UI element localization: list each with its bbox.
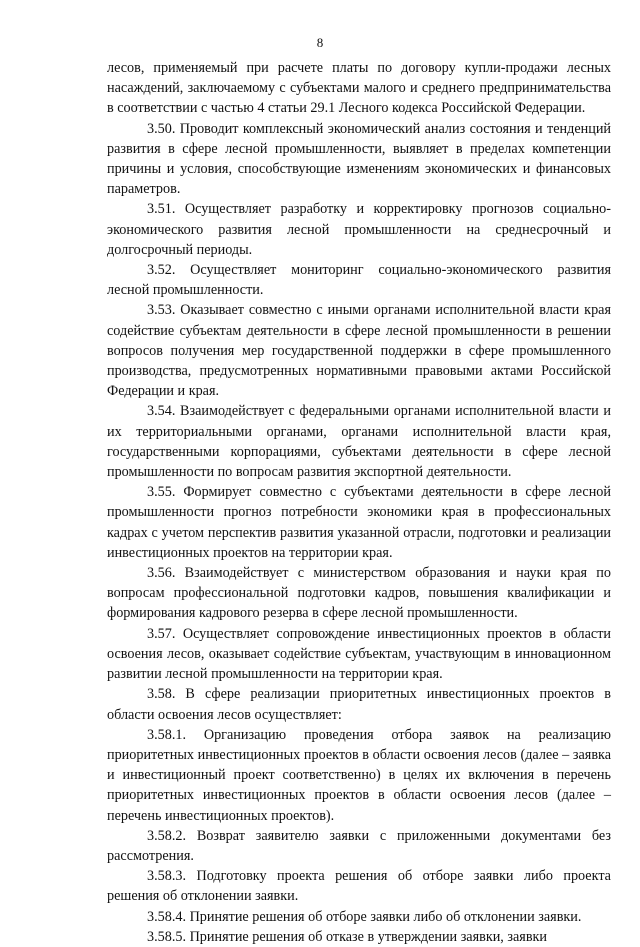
- paragraph-3-51: 3.51. Осуществляет разработку и корректировку прогнозов социально-экономического развития лесной промышленности на среднесрочный и долгосрочный периоды.: [107, 201, 611, 258]
- page-number: 8: [316, 35, 324, 50]
- paragraph-3-50: 3.50. Проводит комплексный экономический анализ состояния и тенденций развития в сфере лесной промышленности, выявляет в пределах компетенции причины и условия, способствующие изменениям экономических и финансовых параметров.: [107, 120, 611, 198]
- paragraph-3-57: 3.57. Осуществляет сопровождение инвестиционных проектов в области освоения лесов, оказывает содействие субъектам, участвующим в инновационном развитии лесной промышленности на территории края.: [107, 625, 611, 683]
- paragraph-continuation: лесов, применяемый при расчете платы по договору купли-продажи лесных насаждений, заключаемому с субъектами малого и среднего предпринимательства в соответствии с частью 4 статьи 29.1 Лесного кодекса Российской Федерации.: [107, 60, 611, 117]
- paragraph-3-58-1: 3.58.1. Организацию проведения отбора заявок на реализацию приоритетных инвестиционных проектов в области освоения лесов (далее – заявка и инвестиционный проект соответственно) в целях их включения в перечень приоритетных инвестиционных проектов в области освоения лесов (далее – перечень инвестиционных проектов).: [107, 726, 611, 824]
- paragraph-3-58-5: 3.58.5. Принятие решения об отказе в утверждении заявки, заявки: [147, 928, 548, 945]
- paragraph-3-54: 3.54. Взаимодействует с федеральными органами исполнительной власти и их территориальными органами, органами исполнительной власти края, государственными корпорациями, субъектами деятельности в сфере лесной промышленности по вопросам развития экспортной деятельности.: [107, 403, 611, 481]
- document-body: [107, 58, 611, 947]
- paragraph-3-58: 3.58. В сфере реализации приоритетных инвестиционных проектов в области освоения лесов осуществляет:: [107, 686, 611, 723]
- paragraph-3-52: 3.52. Осуществляет мониторинг социально-экономического развития лесной промышленности.: [107, 262, 611, 299]
- paragraph-3-58-3: 3.58.3. Подготовку проекта решения об отборе заявки либо проекта решения об отклонении заявки.: [107, 868, 611, 905]
- paragraph-3-58-4: 3.58.4. Принятие решения об отборе заявки либо об отклонении заявки.: [147, 908, 582, 925]
- paragraph-3-55: 3.55. Формирует совместно с субъектами деятельности в сфере лесной промышленности прогноз потребности экономики края в профессиональных кадрах с учетом перспектив развития указанной отрасли, подготовки и реализации инвестиционных проектов на территории края.: [107, 484, 611, 561]
- paragraph-3-53: 3.53. Оказывает совместно с иными органами исполнительной власти края содействие субъектам деятельности в сфере лесной промышленности в решении вопросов получения мер государственной поддержки в сфере промышленного производства, предусмотренных нормативными правовыми актами Российской Федерации и края.: [107, 302, 611, 400]
- paragraph-3-58-2: 3.58.2. Возврат заявителю заявки с приложенными документами без рассмотрения.: [107, 827, 611, 864]
- paragraph-3-56: 3.56. Взаимодействует с министерством образования и науки края по вопросам профессиональной подготовки кадров, повышения квалификации и формирования кадрового резерва в сфере лесной промышленности.: [107, 565, 611, 622]
